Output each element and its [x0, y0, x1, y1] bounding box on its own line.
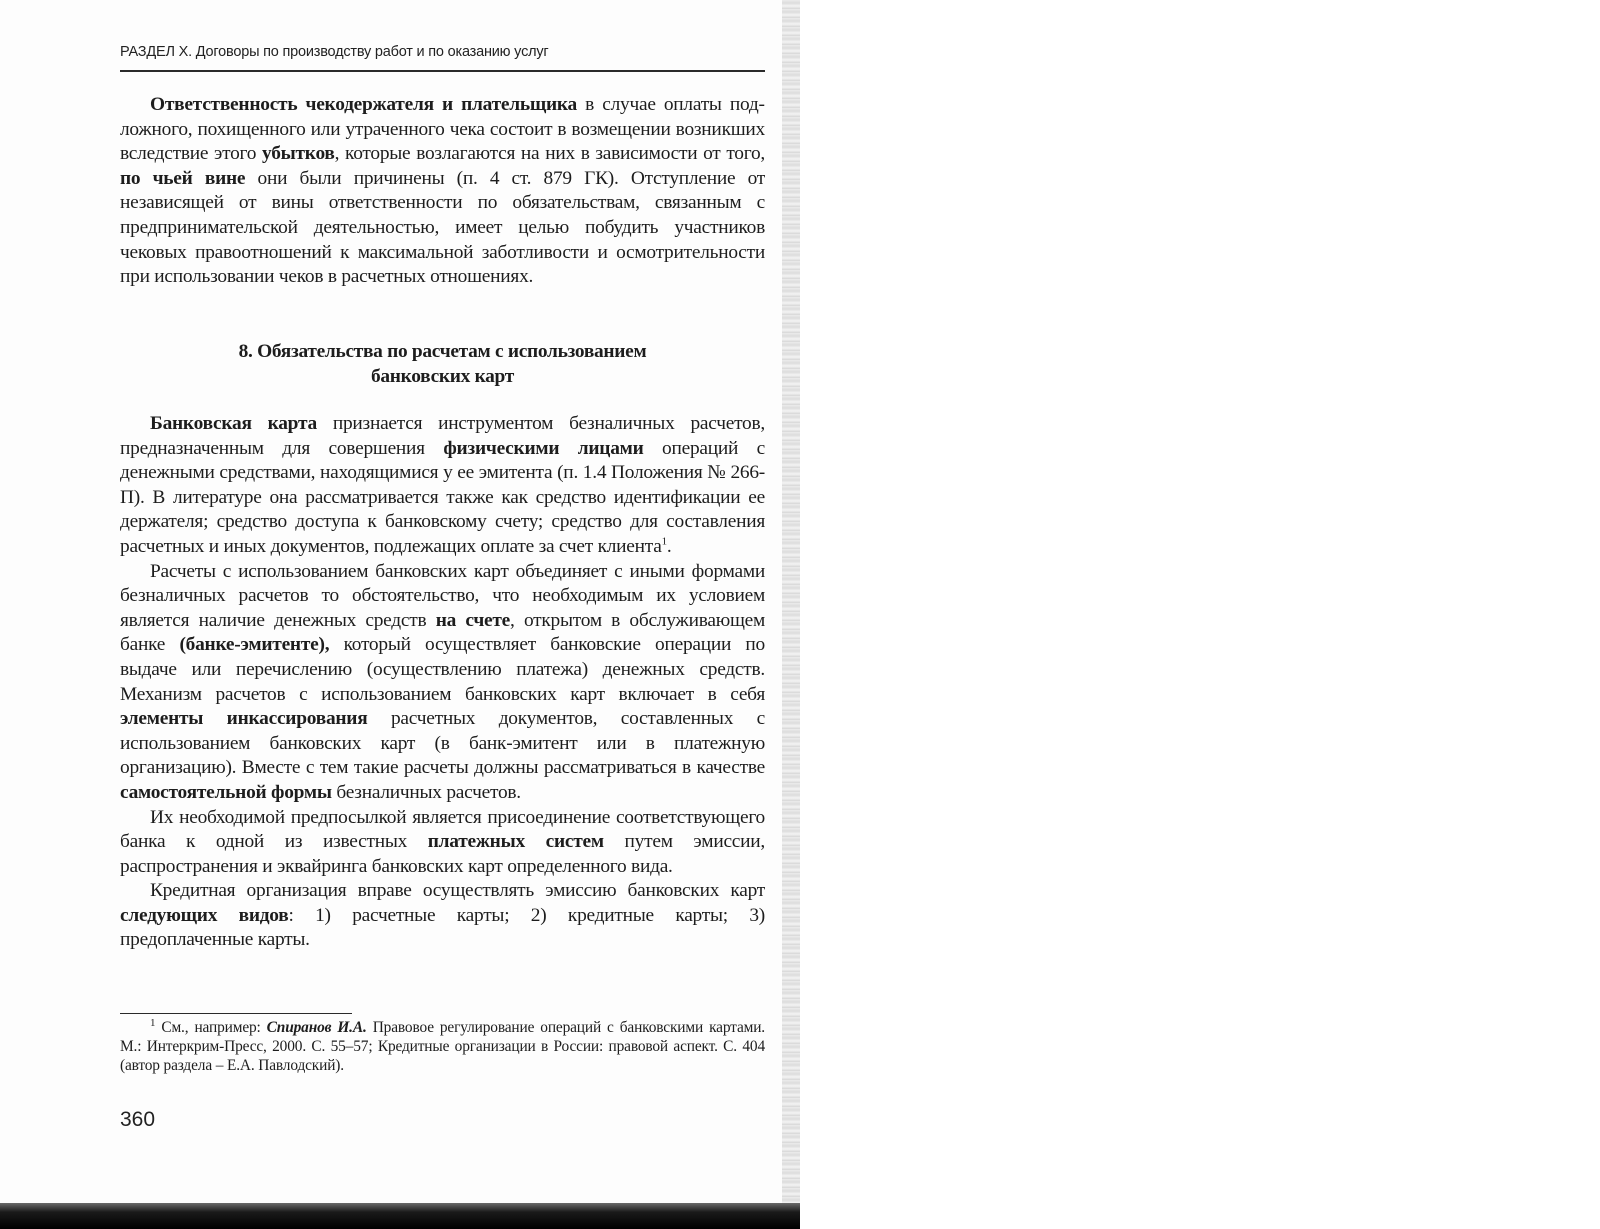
bold-term: самостоятельной формы — [120, 781, 332, 803]
text-run: , которые возлагаются на них в зависимости от того, — [334, 143, 765, 165]
bold-term: (банке-эмитенте), — [179, 634, 330, 656]
section-heading-line-1: 8. Обязательства по расчетам с использованием — [238, 341, 647, 362]
text-run: Кредитная организация вправе осуществлять эмиссию банковских карт — [150, 880, 765, 902]
bold-term: на счете — [435, 609, 511, 631]
footnote-reference: 1 — [661, 535, 667, 548]
bold-term: Банковская карта — [150, 413, 317, 434]
text-run: безналичных расчетов. — [331, 781, 521, 803]
bold-term: элементы инкассирования — [120, 708, 368, 730]
bold-term: Ответственность чекодержателя и плательщика — [150, 94, 577, 115]
running-head: РАЗДЕЛ X. Договоры по производству работ и по оказанию услуг — [120, 44, 549, 60]
text-run: операций с денежными средствами, находящимися у ее эмитента (п. 1.4 Положения № 266-П). В литературе она рассматривается также как средство идентификации ее держателя; средство доступа к банковскому счету; средство для составления расчетных и иных документов, подлежащих оплате за счет клиента — [120, 437, 765, 557]
text-run: в случае оплаты подложного, похищенного или утраченного чека состоит в возмещении возникших вследствие этого — [120, 94, 765, 165]
paragraph-card-types — [120, 879, 765, 953]
header-rule — [120, 70, 765, 72]
scan-bottom-shadow — [0, 1203, 800, 1229]
text-run: который осуществляет банковские операции по выдаче или перечислению (осуществлению платежа) денежных средств. Механизм расчетов с использованием банковских карт включает в себя — [120, 634, 765, 705]
bold-term: убытков — [262, 143, 335, 165]
text-run: Их необходимой предпосылкой является присоединение соответствующего банка к одной из известных — [120, 806, 765, 853]
footnote-rule — [120, 1013, 352, 1014]
text-run: расчетных документов, составленных с использованием банковских карт (в банк-эмитент или в платежную организацию). Вместе с тем такие расчеты должны рассматриваться в качестве — [120, 708, 765, 779]
page-number: 360 — [120, 1108, 156, 1131]
footnote — [120, 1018, 765, 1075]
text-run: путем эмиссии, распространения и эквайринга банковских карт определенного вида. — [120, 831, 766, 877]
paragraph-payment-systems — [120, 806, 765, 880]
paragraph-bank-card-definition — [120, 412, 765, 560]
bold-term: платежных систем — [427, 831, 604, 853]
scan-spine-edge — [782, 0, 800, 1229]
footnote-marker: 1 — [150, 1016, 156, 1029]
section-heading — [120, 339, 765, 389]
text-run: : 1) расчетные карты; 2) кредитные карты; 3) предоплаченные карты. — [120, 904, 765, 951]
blank-area — [800, 0, 1600, 1229]
text-run: . — [666, 535, 672, 557]
bold-term: физическими лицами — [443, 437, 644, 459]
bold-term: следующих видов — [120, 904, 289, 926]
footnote-text — [120, 1018, 765, 1075]
footnote-author: Спиранов И.А. — [266, 1019, 367, 1036]
paragraph-card-settlements — [120, 560, 765, 806]
paragraph-cheque-liability — [120, 93, 765, 290]
text-run: они были причинены (п. 4 ст. 879 ГК). Отступление от независящей от вины ответственности по обязательствам, связанным с предпринимательской деятельностью, имеет целью побудить участников чековых правоотношений к максимальной заботливости и осмотрительности при использовании чеков в расчетных отношениях. — [120, 167, 765, 288]
bold-term: по чьей вине — [120, 167, 246, 189]
section-heading-line-2: банковских карт — [370, 366, 515, 387]
text-run: См., например: — [155, 1019, 267, 1036]
text-run: признается инструментом безналичных расчетов, предназначенным для совершения — [120, 413, 765, 459]
text-block-2 — [120, 412, 765, 953]
text-run: , открытом в обслуживающем банке — [120, 609, 765, 656]
text-run: Правовое регулирование операций с банковскими картами. М.: Интеркрим-Пресс, 2000. С. 55–57; Кредитные организации в России: правовой аспект. С. 404 (автор раздела – Е.А. Павлодский). — [120, 1019, 766, 1074]
text-run: Расчеты с использованием банковских карт объединяет с иными формами безналичных расчетов то обстоятельство, что необходимым их условием является наличие денежных средств — [120, 560, 765, 631]
text-block-1 — [120, 93, 765, 290]
